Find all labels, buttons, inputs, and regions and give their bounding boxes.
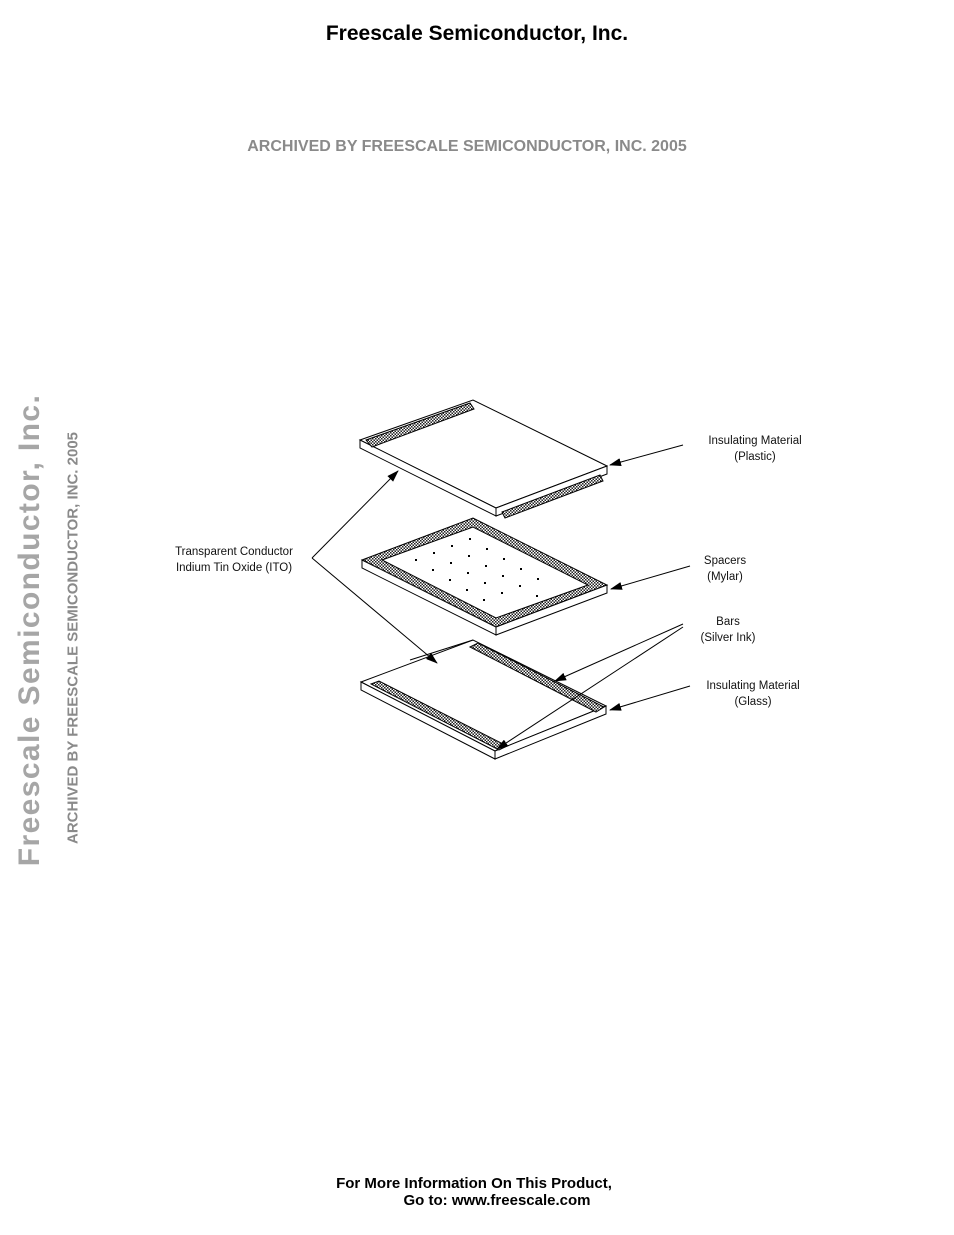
footer-line-2: Go to: www.freescale.com	[403, 1192, 591, 1209]
footer-line-1: For More Information On This Product,	[336, 1175, 612, 1192]
side-company-text: Freescale Semiconductor, Inc.	[13, 393, 46, 867]
side-archive-text: ARCHIVED BY FREESCALE SEMICONDUCTOR, INC. 2005	[64, 431, 82, 845]
label-bars-2: (Silver Ink)	[700, 632, 756, 644]
archive-notice: ARCHIVED BY FREESCALE SEMICONDUCTOR, INC. 2005	[247, 138, 687, 155]
label-insulating-bottom-2: (Glass)	[734, 696, 772, 708]
label-insulating-bottom-1: Insulating Material	[706, 680, 800, 692]
label-transparent-1: Transparent Conductor	[175, 546, 293, 558]
top-plastic-layer	[360, 400, 607, 518]
footer	[0, 1175, 954, 1209]
label-spacers-2: (Mylar)	[707, 571, 743, 583]
label-spacers-1: Spacers	[703, 555, 747, 567]
label-insulating-top-1: Insulating Material	[708, 435, 802, 447]
bottom-glass-layer	[361, 640, 606, 759]
label-bars-1: Bars	[716, 616, 740, 628]
page-title: Freescale Semiconductor, Inc.	[325, 22, 629, 45]
label-insulating-top-2: (Plastic)	[734, 451, 776, 463]
label-transparent-2: Indium Tin Oxide (ITO)	[175, 562, 293, 574]
spacer-layer	[362, 518, 607, 635]
